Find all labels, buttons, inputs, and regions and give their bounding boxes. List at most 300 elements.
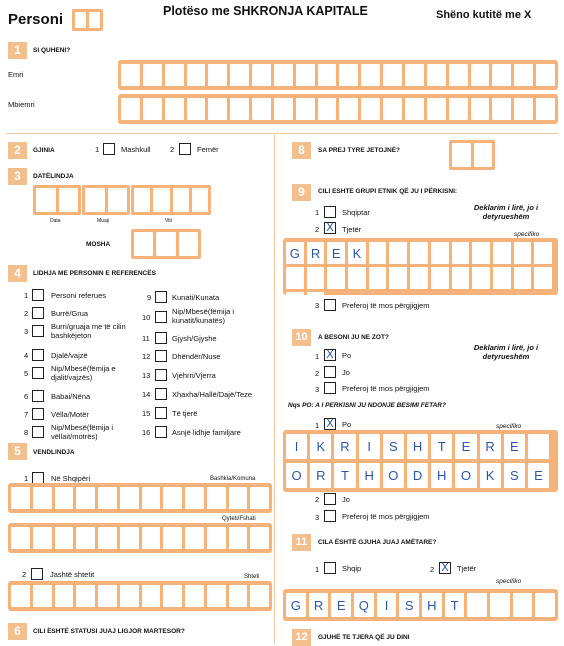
letter-box[interactable]: R xyxy=(309,593,329,617)
letter-box[interactable] xyxy=(134,232,153,256)
letter-box[interactable] xyxy=(142,527,161,549)
letter-box[interactable] xyxy=(274,98,293,120)
letter-box[interactable] xyxy=(76,487,95,509)
fetar-jo-checkbox[interactable] xyxy=(324,493,336,505)
letter-box[interactable] xyxy=(208,98,227,120)
gjinia-mashkull-checkbox[interactable] xyxy=(103,143,115,155)
s10-sub-question: Nqs PO: A I PERKISNI JU NDONJE BESIMI FETAR? xyxy=(288,402,446,409)
section-10-number: 10 xyxy=(292,329,311,346)
letter-box[interactable]: K xyxy=(480,463,501,488)
letter-box[interactable]: K xyxy=(310,434,331,459)
etnik-tjeter-label: Tjetër xyxy=(342,225,362,234)
letter-box[interactable] xyxy=(163,487,182,509)
vendlindja-jashte-checkbox[interactable] xyxy=(31,568,43,580)
section-10-title: A BESONI JU NE ZOT? xyxy=(318,334,389,341)
besim-jo-label: Jo xyxy=(342,368,350,377)
letter-box[interactable] xyxy=(452,267,470,289)
letter-box[interactable] xyxy=(536,98,555,120)
option-number: 5 xyxy=(24,369,29,378)
relation-checkbox[interactable] xyxy=(155,388,167,400)
section-2-title: GJINIA xyxy=(33,147,55,154)
letter-box[interactable] xyxy=(535,593,555,617)
gjinia-mashkull-label: Mashkull xyxy=(121,145,151,154)
etnik-specifiko-field[interactable] xyxy=(283,238,558,295)
option-number: 8 xyxy=(24,428,29,437)
letter-box[interactable] xyxy=(120,585,139,607)
letter-box[interactable] xyxy=(55,585,74,607)
section-6-number: 6 xyxy=(8,623,27,640)
bashkia-label: Bashkia/Komuna xyxy=(210,476,256,482)
mosha-label: MOSHA xyxy=(86,241,111,248)
letter-box[interactable] xyxy=(98,527,117,549)
bashkia-field[interactable] xyxy=(8,483,272,513)
letter-box[interactable] xyxy=(327,267,345,289)
relation-checkbox[interactable] xyxy=(155,369,167,381)
relation-label: Vëlla/Motër xyxy=(51,410,89,419)
letter-box[interactable] xyxy=(274,64,293,86)
letter-box[interactable]: G xyxy=(286,242,304,264)
letter-box[interactable] xyxy=(187,98,206,120)
letter-box[interactable] xyxy=(467,593,487,617)
letter-box[interactable] xyxy=(369,242,387,264)
letter-box[interactable] xyxy=(405,98,424,120)
option-number: 2 xyxy=(315,369,320,378)
letter-box[interactable] xyxy=(405,64,424,86)
relation-label: Burrë/Grua xyxy=(51,309,89,318)
persona-number-boxes[interactable] xyxy=(72,9,103,31)
section-3-number: 3 xyxy=(8,168,27,185)
form-title: Plotëso me SHKRONJA KAPITALE xyxy=(163,4,368,18)
letter-box[interactable] xyxy=(286,267,304,289)
letter-box[interactable] xyxy=(361,98,380,120)
relation-checkbox[interactable] xyxy=(32,289,44,301)
letter-box[interactable]: O xyxy=(286,463,307,488)
letter-box[interactable] xyxy=(11,487,30,509)
letter-box[interactable] xyxy=(252,64,271,86)
letter-box[interactable]: I xyxy=(377,593,397,617)
option-number: 2 xyxy=(430,565,435,574)
letter-box[interactable] xyxy=(452,242,470,264)
relation-checkbox[interactable] xyxy=(155,291,167,303)
letter-box[interactable] xyxy=(229,527,248,549)
letter-box[interactable] xyxy=(121,98,140,120)
relation-label: Babai/Nëna xyxy=(51,392,91,401)
besim-jo-checkbox[interactable] xyxy=(324,366,336,378)
section-11-title: CILA ËSHTË GJUHA JUAJ AMËTARE? xyxy=(318,539,437,546)
letter-box[interactable] xyxy=(134,188,150,212)
gjinia-femer-label: Femër xyxy=(197,145,219,154)
letter-box[interactable] xyxy=(514,64,533,86)
fetar-po-label: Po xyxy=(342,420,352,429)
letter-box[interactable] xyxy=(98,585,117,607)
etnik-preferoj-label: Preferoj të mos përgjigjem xyxy=(342,301,430,310)
gjuha-tjeter-label: Tjetër xyxy=(457,564,477,573)
emri-field[interactable] xyxy=(118,60,558,90)
letter-box[interactable] xyxy=(165,98,184,120)
etnik-preferoj-checkbox[interactable] xyxy=(324,299,336,311)
relation-checkbox[interactable] xyxy=(155,350,167,362)
letter-box[interactable] xyxy=(98,487,117,509)
letter-box[interactable] xyxy=(59,188,79,212)
letter-box[interactable] xyxy=(452,143,471,167)
letter-box[interactable] xyxy=(528,434,549,459)
letter-box[interactable]: S xyxy=(504,463,525,488)
option-number: 3 xyxy=(315,385,320,394)
letter-box[interactable] xyxy=(474,143,493,167)
mosha-field[interactable] xyxy=(131,229,201,259)
letter-box[interactable] xyxy=(410,242,428,264)
letter-box[interactable] xyxy=(318,64,337,86)
letter-box[interactable] xyxy=(185,487,204,509)
besim-preferoj-label: Preferoj të mos përgjigjem xyxy=(342,384,430,393)
option-number: 16 xyxy=(142,428,151,437)
etnik-shqiptar-label: Shqiptar xyxy=(342,208,370,217)
emri-label: Emri xyxy=(8,70,24,79)
mbiemri-field[interactable] xyxy=(118,94,558,124)
letter-box[interactable] xyxy=(252,98,271,120)
section-1-number: 1 xyxy=(8,42,27,59)
section-12-title: GJUHË TE TJERA QË JU DINI xyxy=(318,634,410,641)
gjuha-shqip-checkbox[interactable] xyxy=(324,562,336,574)
letter-box[interactable] xyxy=(33,527,52,549)
relation-label: Nip/Mbesë(fëmija i vëllait/motrës) xyxy=(51,423,114,441)
letter-box[interactable] xyxy=(339,64,358,86)
letter-box[interactable] xyxy=(493,267,511,289)
letter-box[interactable]: H xyxy=(422,593,442,617)
option-number: 12 xyxy=(142,352,151,361)
letter-box[interactable] xyxy=(534,267,552,289)
option-number: 2 xyxy=(22,570,27,579)
letter-box[interactable]: R xyxy=(310,463,331,488)
section-5-number: 5 xyxy=(8,443,27,460)
letter-box[interactable] xyxy=(179,232,198,256)
letter-box[interactable] xyxy=(165,64,184,86)
letter-box[interactable] xyxy=(348,267,366,289)
fetar-po-checkbox[interactable]: X xyxy=(324,418,336,430)
letter-box[interactable] xyxy=(389,242,407,264)
section-2-number: 2 xyxy=(8,142,27,159)
etnik-tjeter-checkbox[interactable]: X xyxy=(324,222,336,234)
letter-box[interactable] xyxy=(369,267,387,289)
letter-box[interactable]: O xyxy=(383,463,404,488)
relation-checkbox[interactable] xyxy=(32,408,44,420)
letter-box[interactable] xyxy=(361,64,380,86)
section-12-number: 12 xyxy=(292,629,311,646)
letter-box[interactable] xyxy=(163,585,182,607)
letter-box[interactable] xyxy=(33,585,52,607)
data-label: Data xyxy=(50,218,61,224)
option-number: 10 xyxy=(142,313,151,322)
option-number: 13 xyxy=(142,371,151,380)
relation-checkbox[interactable] xyxy=(155,407,167,419)
letter-box[interactable] xyxy=(230,98,249,120)
letter-box[interactable]: E xyxy=(504,434,525,459)
letter-box[interactable] xyxy=(250,527,269,549)
option-number: 2 xyxy=(315,225,320,234)
option-number: 1 xyxy=(315,208,320,217)
letter-box[interactable] xyxy=(534,242,552,264)
relation-checkbox[interactable] xyxy=(32,307,44,319)
section-8-title: SA PREJ TYRE JETOJNË? xyxy=(318,147,400,154)
letter-box[interactable] xyxy=(163,527,182,549)
section-9-title: CILI ESHTE GRUPI ETNIK QË JU I PËRKISNI: xyxy=(318,188,458,195)
letter-box[interactable] xyxy=(431,267,449,289)
relation-label: Gjysh/Gjyshe xyxy=(172,334,217,343)
letter-box[interactable] xyxy=(76,527,95,549)
letter-box[interactable]: H xyxy=(407,434,428,459)
etnik-shqiptar-checkbox[interactable] xyxy=(324,206,336,218)
muaji-label: Muaji xyxy=(97,218,109,224)
letter-box[interactable] xyxy=(143,64,162,86)
besim-preferoj-checkbox[interactable] xyxy=(324,382,336,394)
section-9-number: 9 xyxy=(292,184,311,201)
specifiko-label: specifiko xyxy=(514,231,540,238)
letter-box[interactable] xyxy=(514,98,533,120)
letter-box[interactable] xyxy=(11,527,30,549)
letter-box[interactable]: D xyxy=(407,463,428,488)
letter-box[interactable] xyxy=(33,487,52,509)
letter-box[interactable] xyxy=(108,188,128,212)
letter-box[interactable] xyxy=(383,98,402,120)
letter-box[interactable]: H xyxy=(431,463,452,488)
section-11-number: 11 xyxy=(292,534,311,551)
relation-checkbox[interactable] xyxy=(32,349,44,361)
letter-box[interactable] xyxy=(449,64,468,86)
relation-label: Burri/gruaja me të cilin bashkëjeton xyxy=(51,322,126,340)
letter-box[interactable] xyxy=(449,98,468,120)
letter-box[interactable]: Q xyxy=(354,593,374,617)
option-number: 6 xyxy=(24,392,29,401)
letter-box[interactable] xyxy=(55,487,74,509)
letter-box[interactable] xyxy=(383,64,402,86)
letter-box[interactable] xyxy=(230,64,249,86)
letter-box[interactable] xyxy=(389,267,407,289)
letter-box[interactable] xyxy=(192,188,208,212)
option-number: 3 xyxy=(24,327,29,336)
letter-box[interactable] xyxy=(153,188,169,212)
letter-box[interactable] xyxy=(536,64,555,86)
besim-po-checkbox[interactable]: X xyxy=(324,349,336,361)
letter-box[interactable] xyxy=(410,267,428,289)
gjuha-shqip-label: Shqip xyxy=(342,564,362,573)
gjinia-femer-checkbox[interactable] xyxy=(179,143,191,155)
relation-label: Personi referues xyxy=(51,291,107,300)
gjuha-specifiko-field[interactable] xyxy=(283,589,558,621)
option-number: 2 xyxy=(24,309,29,318)
birth-year-field[interactable] xyxy=(131,185,211,215)
letter-box[interactable] xyxy=(185,585,204,607)
relation-checkbox[interactable] xyxy=(155,426,167,438)
option-number: 2 xyxy=(170,145,175,154)
s9-note: Deklarim i lirë, jo i detyrueshëm xyxy=(473,203,539,221)
letter-box[interactable] xyxy=(121,64,140,86)
relation-label: Dhëndër/Nuse xyxy=(172,352,221,361)
letter-box[interactable] xyxy=(207,487,226,509)
fetar-jo-label: Jo xyxy=(342,495,350,504)
letter-box[interactable]: T xyxy=(431,434,452,459)
letter-box[interactable] xyxy=(173,188,189,212)
letter-box[interactable] xyxy=(208,64,227,86)
specifiko-label: specifiko xyxy=(496,578,522,585)
letter-box[interactable] xyxy=(229,585,248,607)
specifiko-label: specifiko xyxy=(496,423,522,430)
letter-box[interactable] xyxy=(142,487,161,509)
letter-box[interactable] xyxy=(11,585,30,607)
viti-label: Viti xyxy=(165,218,172,224)
letter-box[interactable] xyxy=(472,242,490,264)
letter-box[interactable] xyxy=(296,98,315,120)
persona-label: Personi xyxy=(8,11,64,28)
letter-box[interactable]: T xyxy=(445,593,465,617)
letter-box[interactable] xyxy=(307,267,325,289)
letter-box[interactable] xyxy=(142,585,161,607)
fetar-preferoj-checkbox[interactable] xyxy=(324,510,336,522)
shteti-label: Shteti xyxy=(244,574,260,580)
fetar-preferoj-label: Preferoj të mos përgjigjem xyxy=(342,512,430,521)
letter-box[interactable] xyxy=(427,98,446,120)
relation-checkbox[interactable] xyxy=(32,426,44,438)
option-number: 14 xyxy=(142,390,151,399)
letter-box[interactable]: I xyxy=(359,434,380,459)
qyteti-label: Qyteti/Fshati xyxy=(222,516,256,522)
letter-box[interactable] xyxy=(492,98,511,120)
option-number: 1 xyxy=(315,565,320,574)
section-5-title: VENDLINDJA xyxy=(33,449,75,456)
relation-checkbox[interactable] xyxy=(32,325,44,337)
letter-box[interactable] xyxy=(427,64,446,86)
letter-box[interactable] xyxy=(229,487,248,509)
letter-box[interactable] xyxy=(187,64,206,86)
letter-box[interactable] xyxy=(250,487,269,509)
letter-box[interactable]: O xyxy=(455,463,476,488)
letter-box[interactable] xyxy=(156,232,175,256)
divider-top xyxy=(6,133,558,134)
letter-box[interactable] xyxy=(120,487,139,509)
letter-box[interactable] xyxy=(431,242,449,264)
section-4-title: LIDHJA ME PERSONIN E REFERENCËS xyxy=(33,270,156,277)
letter-box[interactable] xyxy=(513,593,533,617)
option-number: 4 xyxy=(24,351,29,360)
section-3-title: DATËLINDJA xyxy=(33,173,74,180)
relation-checkbox[interactable] xyxy=(155,311,167,323)
option-number: 3 xyxy=(315,301,320,310)
relation-checkbox[interactable] xyxy=(155,332,167,344)
section-1-title: SI QUHENI? xyxy=(33,47,71,54)
s10-note: Deklarim i lirë, jo i detyrueshëm xyxy=(473,343,539,361)
letter-box[interactable] xyxy=(318,98,337,120)
relation-label: Të tjerë xyxy=(172,409,198,418)
gjuha-tjeter-checkbox[interactable]: X xyxy=(439,562,451,574)
option-number: 2 xyxy=(315,495,320,504)
letter-box[interactable] xyxy=(492,64,511,86)
letter-box[interactable]: R xyxy=(480,434,501,459)
letter-box[interactable]: I xyxy=(286,434,307,459)
instruction-text: Shëno kutitë me X xyxy=(436,9,532,21)
letter-box[interactable]: K xyxy=(348,242,366,264)
letter-box[interactable] xyxy=(143,98,162,120)
fetar-specifiko-field[interactable] xyxy=(283,430,558,492)
birth-day-field[interactable] xyxy=(33,185,81,215)
letter-box[interactable] xyxy=(55,527,74,549)
besim-po-label: Po xyxy=(342,351,352,360)
relation-label: Xhaxha/Hallë/Dajë/Teze xyxy=(172,390,253,399)
relation-checkbox[interactable] xyxy=(32,390,44,402)
letter-box[interactable] xyxy=(471,64,490,86)
letter-box[interactable]: E xyxy=(528,463,549,488)
option-number: 1 xyxy=(315,352,320,361)
letter-box[interactable] xyxy=(76,585,95,607)
relation-checkbox[interactable] xyxy=(32,367,44,379)
section-4-number: 4 xyxy=(8,265,27,282)
relation-label: Nip/Mbesë(fëmija i kunatit/kunatës) xyxy=(172,307,235,325)
option-number: 11 xyxy=(142,334,150,343)
section-6-title: CILI ËSHTË STATUSI JUAJ LIGJOR MARTESOR? xyxy=(33,628,185,635)
option-number: 3 xyxy=(315,513,320,522)
letter-box[interactable] xyxy=(493,242,511,264)
letter-box[interactable] xyxy=(490,593,510,617)
vendlindja-jashte-label: Jashtë shtetit xyxy=(50,570,95,579)
letter-box[interactable]: H xyxy=(359,463,380,488)
letter-box[interactable]: R xyxy=(334,434,355,459)
birth-month-field[interactable] xyxy=(82,185,130,215)
persona-box[interactable] xyxy=(89,12,100,28)
letter-box[interactable] xyxy=(296,64,315,86)
letter-box[interactable] xyxy=(120,527,139,549)
option-number: 1 xyxy=(24,291,29,300)
letter-box[interactable] xyxy=(250,585,269,607)
option-number: 9 xyxy=(147,293,152,302)
letter-box[interactable]: S xyxy=(383,434,404,459)
jetojne-count-field[interactable] xyxy=(449,140,495,170)
relation-label: Djalë/vajzë xyxy=(51,351,88,360)
letter-box[interactable] xyxy=(85,188,105,212)
letter-box[interactable] xyxy=(514,242,532,264)
option-number: 15 xyxy=(142,409,151,418)
qyteti-field[interactable] xyxy=(8,523,272,553)
letter-box[interactable]: R xyxy=(307,242,325,264)
letter-box[interactable]: E xyxy=(327,242,345,264)
option-number: 1 xyxy=(95,145,100,154)
option-number: 1 xyxy=(24,474,29,483)
option-number: 7 xyxy=(24,410,29,419)
mbiemri-label: Mbiemri xyxy=(8,100,35,109)
column-divider xyxy=(274,135,275,644)
vendlindja-shqiperi-label: Në Shqipëri xyxy=(51,474,91,483)
letter-box[interactable]: E xyxy=(331,593,351,617)
section-8-number: 8 xyxy=(292,142,311,159)
letter-box[interactable] xyxy=(514,267,532,289)
relation-label: Nip/Mbesë(fëmija e djalit/vajzës) xyxy=(51,364,116,382)
relation-label: Kunati/Kunata xyxy=(172,293,220,302)
relation-label: Vjehrri/Vjerra xyxy=(172,371,216,380)
letter-box[interactable] xyxy=(36,188,56,212)
shteti-field[interactable] xyxy=(8,581,272,611)
letter-box[interactable] xyxy=(207,585,226,607)
letter-box[interactable] xyxy=(472,267,490,289)
letter-box[interactable]: E xyxy=(455,434,476,459)
relation-label: Asnjë lidhje familjare xyxy=(172,428,241,437)
letter-box[interactable]: G xyxy=(286,593,306,617)
letter-box[interactable]: T xyxy=(334,463,355,488)
letter-box[interactable] xyxy=(339,98,358,120)
letter-box[interactable] xyxy=(471,98,490,120)
persona-box[interactable] xyxy=(75,12,86,28)
letter-box[interactable] xyxy=(207,527,226,549)
letter-box[interactable]: S xyxy=(399,593,419,617)
letter-box[interactable] xyxy=(185,527,204,549)
letter-box[interactable] xyxy=(286,292,304,314)
option-number: 1 xyxy=(315,421,320,430)
